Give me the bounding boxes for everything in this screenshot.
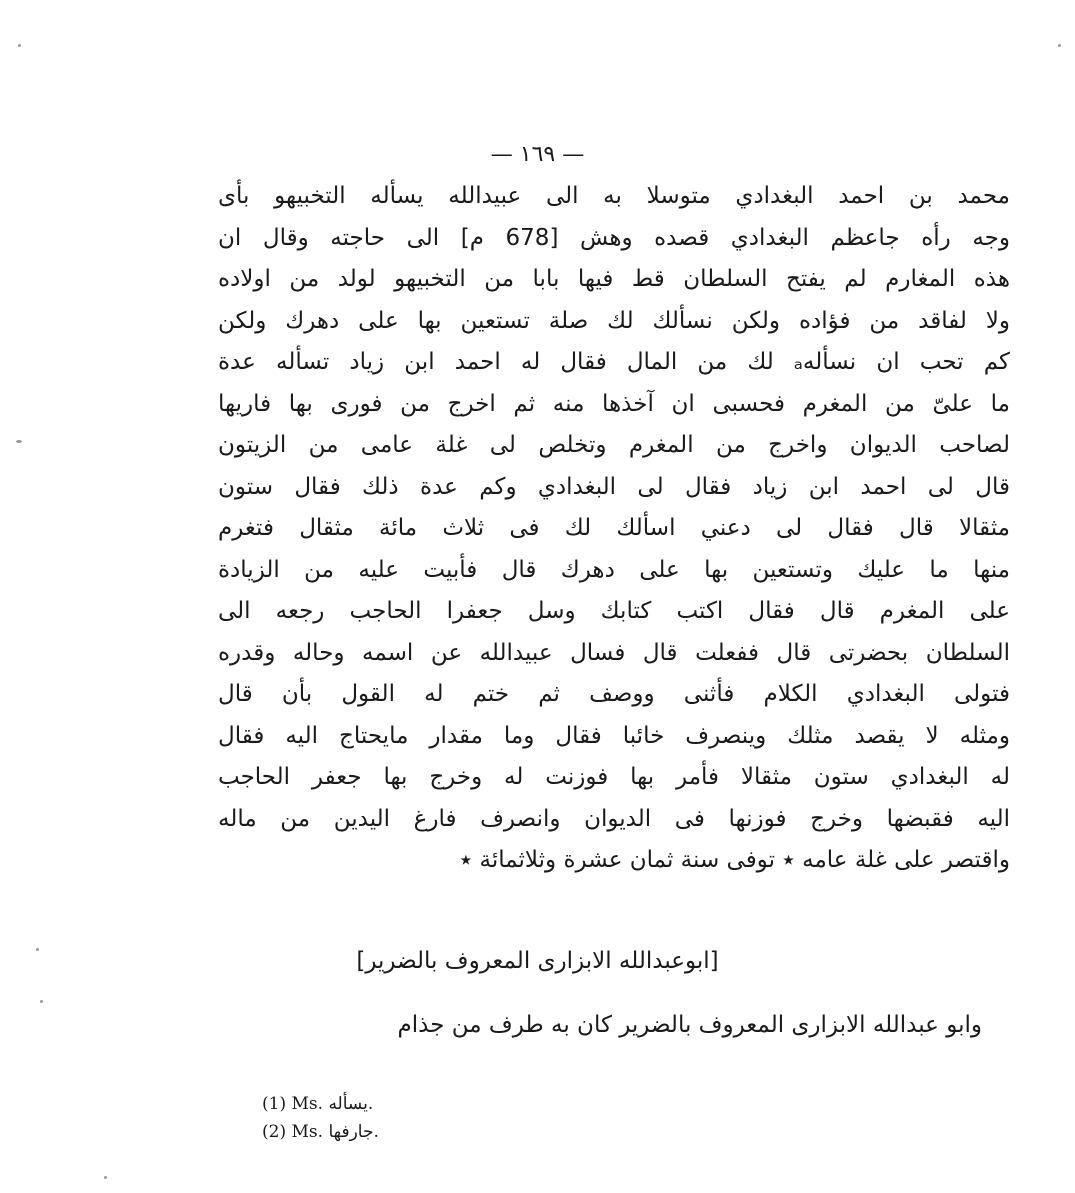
text-line: ما علىّ من المغرم فحسبى ان آخذها منه ثم اخرج من فورى بها فاريها <box>218 390 1010 417</box>
footnotes <box>262 1090 379 1146</box>
text-line: وجه رأه جاعظم البغدادي قصده وهش [678 م] الى حاجته وقال ان <box>218 224 1010 251</box>
text-line: ولا لفاقد من فؤاده ولكن نسألك لك صلة تستعين بها على دهرك ولكن <box>218 307 1010 334</box>
text-line: ومثله لا يقصد مثلك وينصرف خائبا فقال وما مقدار مايحتاج اليه فقال <box>218 722 1010 749</box>
page-number: — ١٦٩ — <box>490 142 585 167</box>
section-heading: [ابوعبدالله الابزارى المعروف بالضرير] <box>356 948 719 974</box>
scan-speck <box>1058 44 1061 47</box>
footnote: (2) Ms. جارفها. <box>262 1122 379 1142</box>
text-line: اليه فقبضها وخرج فوزنها فى الديوان وانصرف فارغ اليدين من ماله <box>218 805 1010 832</box>
text-line: له البغدادي ستون مثقالا فأمر بها فوزنت له وخرج بها جعفر الحاجب <box>218 764 1010 790</box>
text-line: منها ما عليك وتستعين بها على دهرك قال فأبيت عليه من الزيادة <box>218 556 1010 583</box>
text-line: كم تحب ان نسألهₐ لك من المال فقال له احمد ابن زياد تسأله عدة <box>218 349 1010 375</box>
text-line: السلطان بحضرتى قال ففعلت قال فسال عبيدالله عن اسمه وحاله وقدره <box>218 639 1010 666</box>
section-first-line: وابو عبدالله الابزارى المعروف بالضرير كان به طرف من جذام <box>397 1012 982 1038</box>
scan-speck <box>16 440 22 443</box>
text-line: محمد بن احمد البغدادي متوسلا به الى عبيدالله يسأله التخبيهو بأى <box>218 183 1010 209</box>
scan-speck <box>40 1000 43 1003</box>
scan-speck <box>18 44 21 47</box>
main-paragraph <box>218 176 1010 882</box>
footnote: (1) Ms. يسأله. <box>262 1094 374 1114</box>
text-line: قال لى احمد ابن زياد فقال لى البغدادي وكم عدة ذلك فقال ستون <box>218 473 1010 500</box>
text-line: هذه المغارم لم يفتح السلطان قط فيها بابا من التخبيهو لولد من اولاده <box>218 266 1010 292</box>
text-line: مثقالا قال فقال لى دعني اسألك لك فى ثلاث مائة مثقال فتغرم <box>218 515 1010 541</box>
text-line: لصاحب الديوان واخرج من المغرم وتخلص لى غلة عامى من الزيتون <box>218 432 1010 458</box>
scan-speck <box>104 1176 107 1179</box>
scan-speck <box>36 948 39 951</box>
text-line: على المغرم قال فقال اكتب كتابك وسل جعفرا الحاجب رجعه الى <box>218 598 1010 624</box>
text-line: فتولى البغدادي الكلام فأثنى ووصف ثم ختم له القول بأن قال <box>218 681 1010 707</box>
text-line: واقتصر على غلة عامه ٭ توفى سنة ثمان عشرة وثلاثمائة ٭ <box>459 847 1010 873</box>
